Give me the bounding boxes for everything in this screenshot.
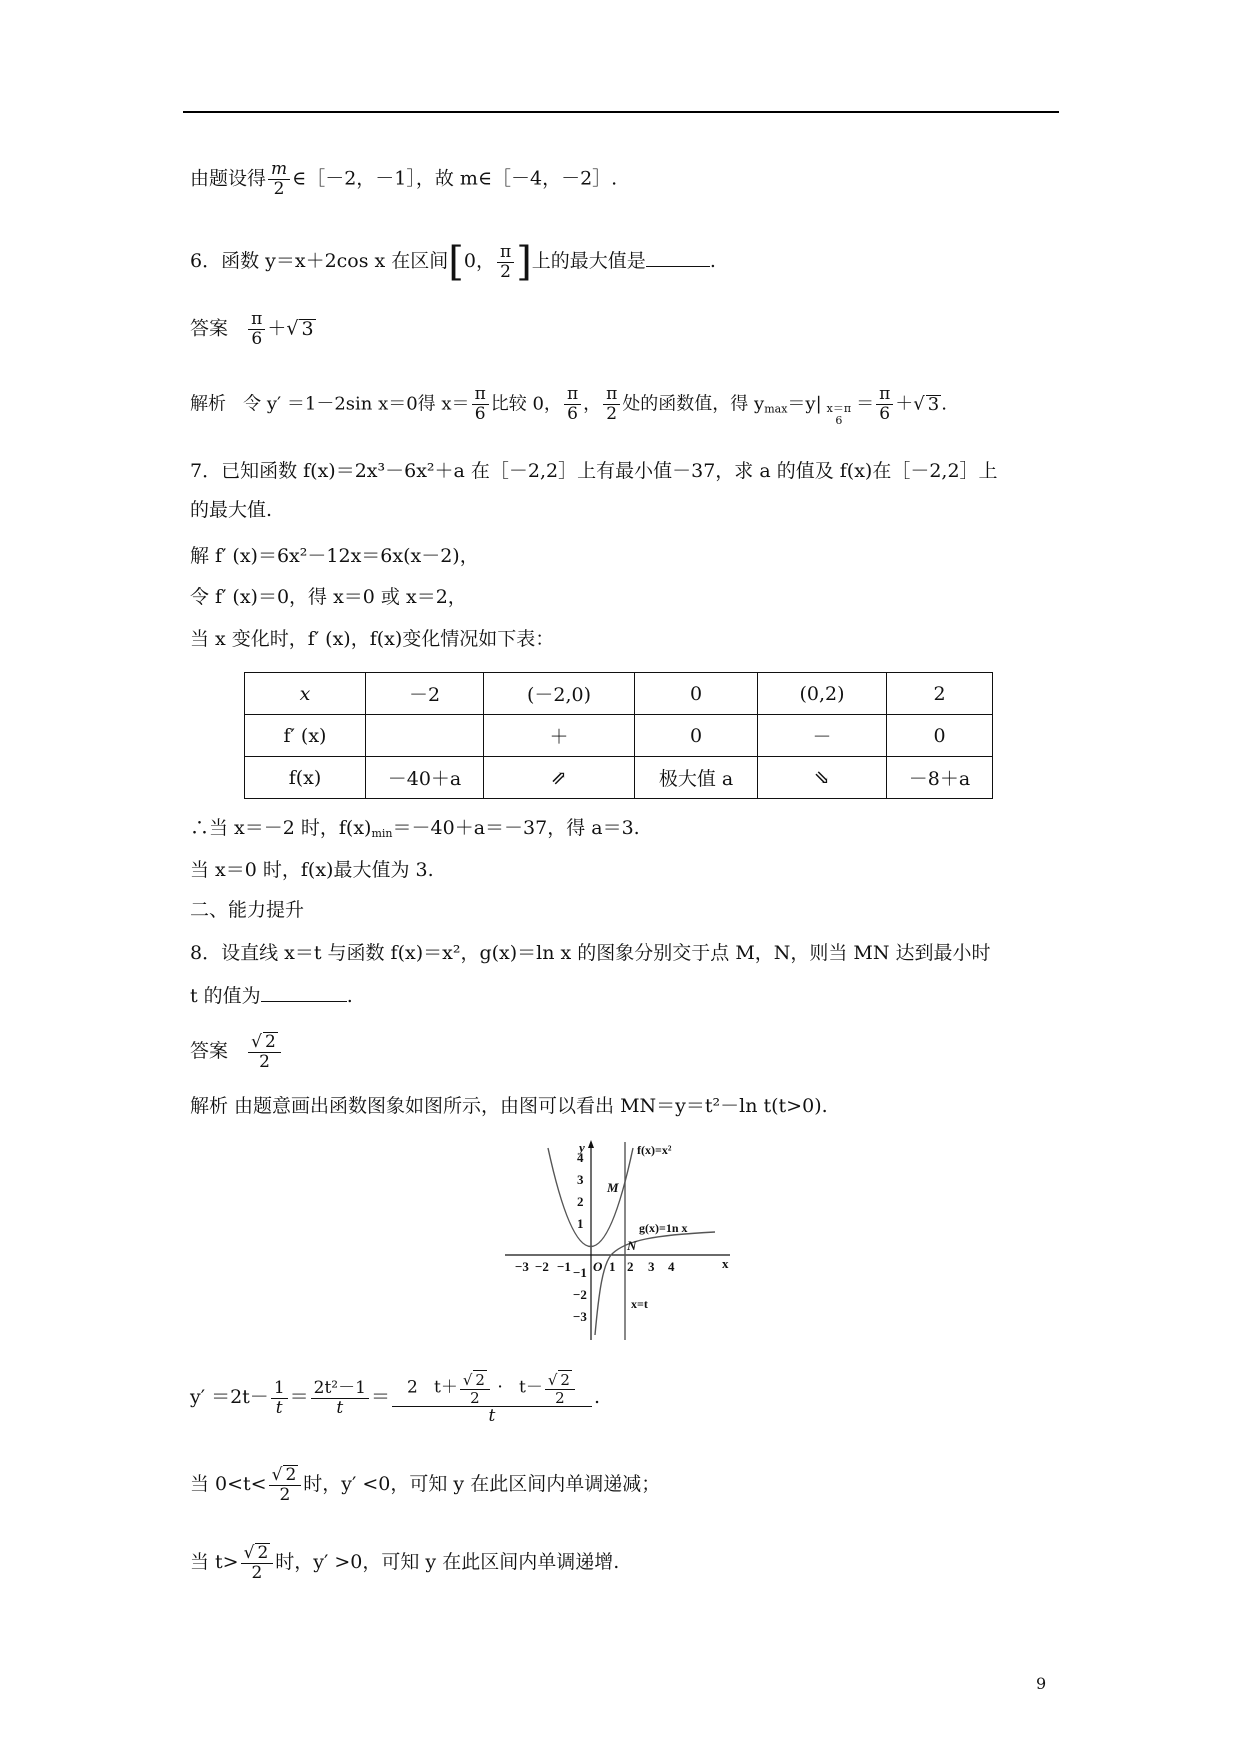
x-tick-label: −1 <box>557 1259 571 1274</box>
left-bracket: [ <box>448 239 464 285</box>
increasing-interval <box>190 1543 619 1583</box>
sqrt-radicand: 2 <box>560 1371 570 1389</box>
x-tick-label: −3 <box>515 1259 529 1274</box>
eval-sub-x: x＝ <box>826 401 844 415</box>
section-heading: 二、能力提升 <box>190 899 305 921</box>
s6-text-5: ＝y| <box>787 393 822 415</box>
frac-den: 6 <box>474 404 486 424</box>
table-cell <box>366 715 484 757</box>
s6-text-2: 比较 0， <box>490 393 562 415</box>
y-tick-label: 3 <box>577 1172 584 1187</box>
fraction-pi-6-b <box>564 385 581 424</box>
question-6 <box>190 239 716 285</box>
derivative-expression <box>190 1370 600 1426</box>
dec-text-b: 时，y′ <0，可知 y 在此区间内单调递减； <box>303 1473 661 1495</box>
table-cell: (－2,0) <box>484 673 635 715</box>
frac-den: 2 <box>555 1389 565 1407</box>
f-curve-label: f(x)=x² <box>637 1143 672 1157</box>
table-cell: 0 <box>635 715 758 757</box>
table-cell: － <box>758 715 887 757</box>
table-cell: 极大值 a <box>635 757 758 799</box>
s6-text-4: 处的函数值，得 y <box>622 393 765 415</box>
factored-coef: 2 <box>406 1377 418 1398</box>
table-cell: －40＋a <box>366 757 484 799</box>
fraction-pi-over-6 <box>248 310 265 349</box>
q6-end: . <box>709 250 716 272</box>
answer-blank <box>261 981 347 1002</box>
table-cell-decreasing-arrow: ⇘ <box>758 757 887 799</box>
fraction-m-over-2 <box>268 160 290 199</box>
fraction-pi-2 <box>603 385 620 424</box>
s6-end: . <box>941 393 947 415</box>
eval-subscript <box>824 403 854 427</box>
frac-den: t <box>275 1397 283 1418</box>
conc-text-b: ＝－40＋a＝－37，得 a＝3. <box>392 817 640 839</box>
deriv-text-1: y′ ＝2t－ <box>190 1386 269 1408</box>
text-rest: ∈［－2，－1］，故 m∈［－4，－2］. <box>292 167 618 190</box>
inc-text-b: 时，y′ >0，可知 y 在此区间内单调递增. <box>275 1551 620 1573</box>
fraction-factored: 2 t＋ $\frac{√ 2}{2}$ · t－ $\frac{√ 2}{2}$ t <box>392 1370 592 1426</box>
y-tick-label: −1 <box>573 1265 587 1280</box>
plus-sign: ＋ <box>895 393 914 415</box>
frac-den: 6 <box>567 404 578 424</box>
frac-den: t <box>488 1406 496 1426</box>
sqrt-radicand: 3 <box>927 393 940 415</box>
interval-start: 0， <box>463 250 495 272</box>
sqrt-radicand: 2 <box>285 1465 297 1485</box>
s6-text-1: 令 y′ ＝1－2sin x＝0得 x＝ <box>243 393 470 415</box>
frac-den: 2 <box>273 179 285 199</box>
y-axis-arrow <box>588 1140 594 1148</box>
frac-num: 2t²－1 <box>311 1379 369 1399</box>
y-tick-label: 4 <box>577 1150 584 1165</box>
frac-den: 6 <box>879 404 891 424</box>
point-n-label: N <box>627 1238 637 1253</box>
eval-sub-den: 6 <box>835 413 843 427</box>
page-number: 9 <box>1036 1674 1047 1693</box>
decreasing-interval <box>190 1465 660 1505</box>
log-curve <box>595 1232 715 1335</box>
eval-sub-num: π <box>843 401 852 415</box>
sqrt-radicand: 2 <box>264 1032 276 1052</box>
answer-blank <box>646 246 710 267</box>
q8-text: t 的值为 <box>190 985 261 1007</box>
right-bracket: ] <box>516 239 532 285</box>
frac-num: π <box>497 243 514 263</box>
solution-7-line-1: 解 f′ (x)＝6x²－12x＝6x(x－2)， <box>190 545 479 567</box>
fraction-sqrt2-2: $\frac{√ 2}{2}$ <box>545 1370 575 1406</box>
conclusion-7-line-1 <box>190 815 640 847</box>
frac-num: π <box>876 385 893 405</box>
conc-text-a: ∴当 x＝－2 时，f(x) <box>190 817 372 839</box>
answer-label: 答案 <box>190 317 229 340</box>
frac-den: 6 <box>251 329 263 349</box>
y-tick-label: −2 <box>573 1287 587 1302</box>
factored-term-b: t－ <box>518 1377 543 1398</box>
table-cell: (0,2) <box>758 673 887 715</box>
frac-den: 2 <box>251 1563 263 1583</box>
q8-end: . <box>346 985 353 1007</box>
question-8-line-2 <box>190 981 353 1009</box>
fraction-2t2-1-over-t <box>311 1379 369 1418</box>
g-curve-label: g(x)=1n x <box>639 1221 688 1235</box>
fraction-pi-6-a <box>472 385 489 424</box>
table-cell: x <box>245 673 366 715</box>
x-tick-label: −2 <box>535 1259 549 1274</box>
table-cell: f′ (x) <box>245 715 366 757</box>
point-m-label: M <box>607 1180 619 1195</box>
solution-8: 解析 由题意画出函数图象如图所示，由图可以看出 MN＝y＝t²－ln t(t>0). <box>190 1095 828 1117</box>
table-cell: －8＋a <box>887 757 993 799</box>
solution-7-line-2: 令 f′ (x)＝0，得 x＝0 或 x＝2， <box>190 586 467 608</box>
frac-num: π <box>248 310 265 330</box>
frac-den: 2 <box>248 1052 281 1072</box>
equals-sign: ＝ <box>370 1386 390 1408</box>
x-tick-label: 1 <box>609 1259 616 1274</box>
table-cell: ＋ <box>484 715 635 757</box>
variation-table <box>244 672 993 799</box>
answer-8 <box>190 1032 283 1072</box>
dec-text-a: 当 0<t< <box>190 1473 267 1495</box>
s6-text-6: ＝ <box>856 393 875 415</box>
plus-sign: ＋ <box>267 317 287 340</box>
y-tick-label: −3 <box>573 1309 587 1324</box>
equals-sign: ＝ <box>289 1386 309 1408</box>
header-rule <box>183 111 1059 113</box>
question-8-line-1: 8．设直线 x＝t 与函数 f(x)＝x²，g(x)＝ln x 的图象分别交于点 M，N，则当 MN 达到最小时 <box>190 942 991 964</box>
frac-num: m <box>268 160 290 180</box>
table-cell: f(x) <box>245 757 366 799</box>
frac-den: 2 <box>279 1485 291 1505</box>
table-cell: 0 <box>635 673 758 715</box>
table-cell: －2 <box>366 673 484 715</box>
s6-text-3: ， <box>583 393 602 415</box>
fraction-sqrt2-2: $\frac{√ 2}{2}$ <box>460 1370 490 1406</box>
line-label: x=t <box>631 1297 648 1311</box>
inc-text-a: 当 t> <box>190 1551 239 1573</box>
line-range-m <box>190 160 617 199</box>
frac-num: π <box>472 385 489 405</box>
x-tick-label: 2 <box>627 1259 634 1274</box>
min-subscript: min <box>371 827 393 840</box>
frac-num: 1 <box>271 1379 288 1399</box>
fraction-sqrt2-over-2: $\frac{√ 2}{2}$ <box>248 1032 281 1072</box>
y-tick-label: 2 <box>577 1194 584 1209</box>
fraction-pi-6-c <box>876 385 893 424</box>
q6-lead: 6．函数 y＝x＋2cos x 在区间 <box>190 250 449 272</box>
table-cell-increasing-arrow: ⇗ <box>484 757 635 799</box>
sqrt-radicand: 3 <box>301 317 314 340</box>
solution-7-line-3: 当 x 变化时，f′ (x)，f(x)变化情况如下表： <box>190 628 555 650</box>
answer-label: 答案 <box>190 1040 229 1062</box>
max-subscript: max <box>764 402 788 416</box>
table-row <box>245 757 993 799</box>
answer-6: 答案 $\frac{\pi}{6}$ ＋√ 3 <box>190 309 314 349</box>
sqrt-radicand: 2 <box>475 1371 485 1389</box>
solution-6: 解析 令 y′ ＝1－2sin x＝0得 x＝ $\frac{\pi}{6}$ 比较 0， $\frac{\pi}{6}$ ， $\frac{\pi}{2}$ 处的函数值，得 $y_{max}=y|$ x＝π 6 ＝ $\frac{\pi}{6}$ ＋√ 3 . <box>190 384 947 427</box>
fraction-sqrt2-over-2: $\frac{√ 2}{2}$ <box>269 1465 302 1505</box>
sqrt-radicand: 2 <box>257 1543 269 1563</box>
text-prefix: 由题设得 <box>190 167 267 190</box>
frac-den: t <box>336 1397 344 1418</box>
origin-label: O <box>593 1259 603 1274</box>
y-axis-label: y <box>579 1140 585 1155</box>
table-row <box>245 673 993 715</box>
fraction-sqrt2-over-2: $\frac{√ 2}{2}$ <box>241 1543 274 1583</box>
fraction-pi-over-2 <box>497 243 514 282</box>
question-7-line-1: 7．已知函数 f(x)＝2x³－6x²＋a 在［－2,2］上有最小值－37，求 a 的值及 f(x)在［－2,2］上 <box>190 460 998 482</box>
solution-label: 解析 <box>190 393 226 415</box>
table-cell: 0 <box>887 715 993 757</box>
function-graph <box>505 1140 735 1340</box>
frac-den: 2 <box>470 1389 480 1407</box>
conclusion-7-line-2: 当 x＝0 时，f(x)最大值为 3. <box>190 859 434 881</box>
y-tick-label: 1 <box>577 1216 584 1231</box>
x-tick-label: 3 <box>648 1259 655 1274</box>
x-tick-label: 4 <box>668 1259 675 1274</box>
table-row <box>245 715 993 757</box>
q6-tail: 上的最大值是 <box>531 250 646 272</box>
deriv-end: . <box>593 1386 600 1408</box>
frac-num: π <box>603 385 620 405</box>
fraction-1-over-t <box>271 1379 288 1418</box>
x-axis-label: x <box>722 1256 729 1271</box>
table-cell: 2 <box>887 673 993 715</box>
factored-term-a: t＋ <box>434 1377 458 1398</box>
question-7-line-2: 的最大值. <box>190 499 273 521</box>
frac-num: π <box>564 385 581 405</box>
frac-den: 2 <box>606 404 618 424</box>
frac-den: 2 <box>500 261 511 282</box>
